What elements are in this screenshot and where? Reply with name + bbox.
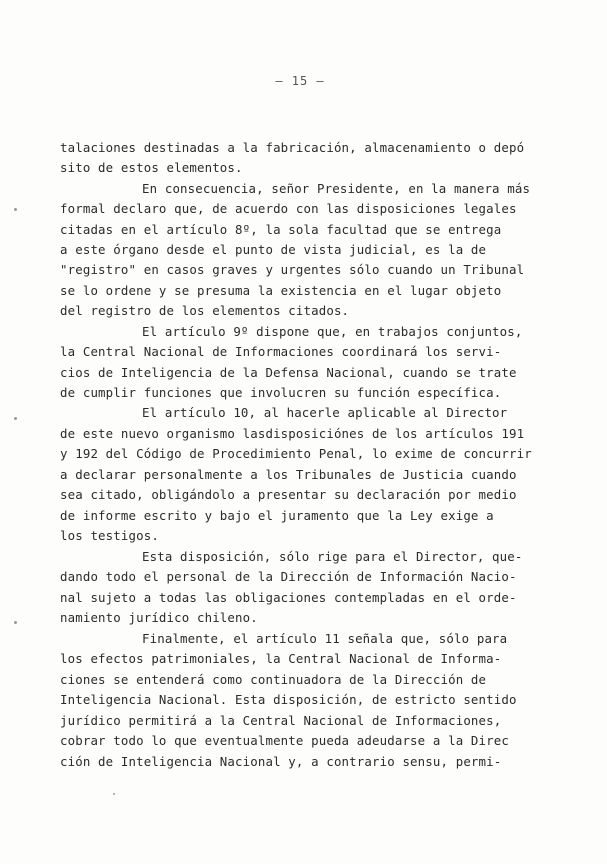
- scan-speck: [113, 793, 115, 795]
- text-line: talaciones destinadas a la fabricación, almacenamiento o depó: [60, 140, 525, 155]
- text-line: a declarar personalmente a los Tribunales de Justicia cuando: [60, 467, 517, 482]
- text-line: sito de estos elementos.: [60, 160, 243, 175]
- text-line: citadas en el artículo 8º, la sola facultad que se entrega: [60, 222, 502, 237]
- text-line: Inteligencia Nacional. Esta disposición, de estricto sentido: [60, 692, 517, 707]
- text-line: jurídico permitirá a la Central Nacional de Informaciones,: [60, 713, 502, 728]
- text-line: los testigos.: [60, 528, 159, 543]
- text-line: Finalmente, el artículo 11 señala que, sólo para: [142, 631, 508, 646]
- text-line: del registro de los elementos citados.: [60, 303, 350, 318]
- text-line: El artículo 10, al hacerle aplicable al Director: [142, 405, 508, 420]
- text-line: la Central Nacional de Informaciones coordinará los servi-: [60, 344, 502, 359]
- text-line: dando todo el personal de la Dirección de Información Nacio-: [60, 569, 517, 584]
- text-line: ciones se entenderá como continuadora de la Dirección de: [60, 672, 487, 687]
- text-line: de este nuevo organismo lasdisposiciónes de los artículos 191: [60, 426, 525, 441]
- text-line: En consecuencia, señor Presidente, en la manera más: [142, 181, 531, 196]
- text-line: formal declaro que, de acuerdo con las disposiciones legales: [60, 201, 517, 216]
- text-line: Esta disposición, sólo rige para el Director, que-: [142, 549, 523, 564]
- text-line: los efectos patrimoniales, la Central Nacional de Informa-: [60, 651, 502, 666]
- text-line: nal sujeto a todas las obligaciones contempladas en el orde-: [60, 590, 517, 605]
- text-line: de cumplir funciones que involucren su función específica.: [60, 385, 502, 400]
- text-line: cobrar todo lo que eventualmente pueda adeudarse a la Direc: [60, 733, 509, 748]
- text-line: El artículo 9º dispone que, en trabajos conjuntos,: [142, 324, 523, 339]
- text-line: de informe escrito y bajo el juramento que la Ley exige a: [60, 508, 494, 523]
- text-line: a este órgano desde el punto de vista judicial, es la de: [60, 242, 487, 257]
- text-line: y 192 del Código de Procedimiento Penal, lo exime de concurrir: [60, 446, 532, 461]
- scan-speck: [14, 208, 17, 211]
- scan-speck: [14, 621, 17, 624]
- scan-speck: [14, 417, 17, 420]
- text-line: namiento jurídico chileno.: [60, 610, 258, 625]
- text-line: ción de Inteligencia Nacional y, a contrario sensu, permi-: [60, 754, 502, 769]
- text-line: "registro" en casos graves y urgentes sólo cuando un Tribunal: [60, 262, 525, 277]
- text-line: cios de Inteligencia de la Defensa Nacional, cuando se trate: [60, 365, 517, 380]
- page-number: — 15 —: [275, 74, 325, 88]
- text-line: sea citado, obligándolo a presentar su declaración por medio: [60, 487, 517, 502]
- text-line: se lo ordene y se presuma la existencia en el lugar objeto: [60, 283, 502, 298]
